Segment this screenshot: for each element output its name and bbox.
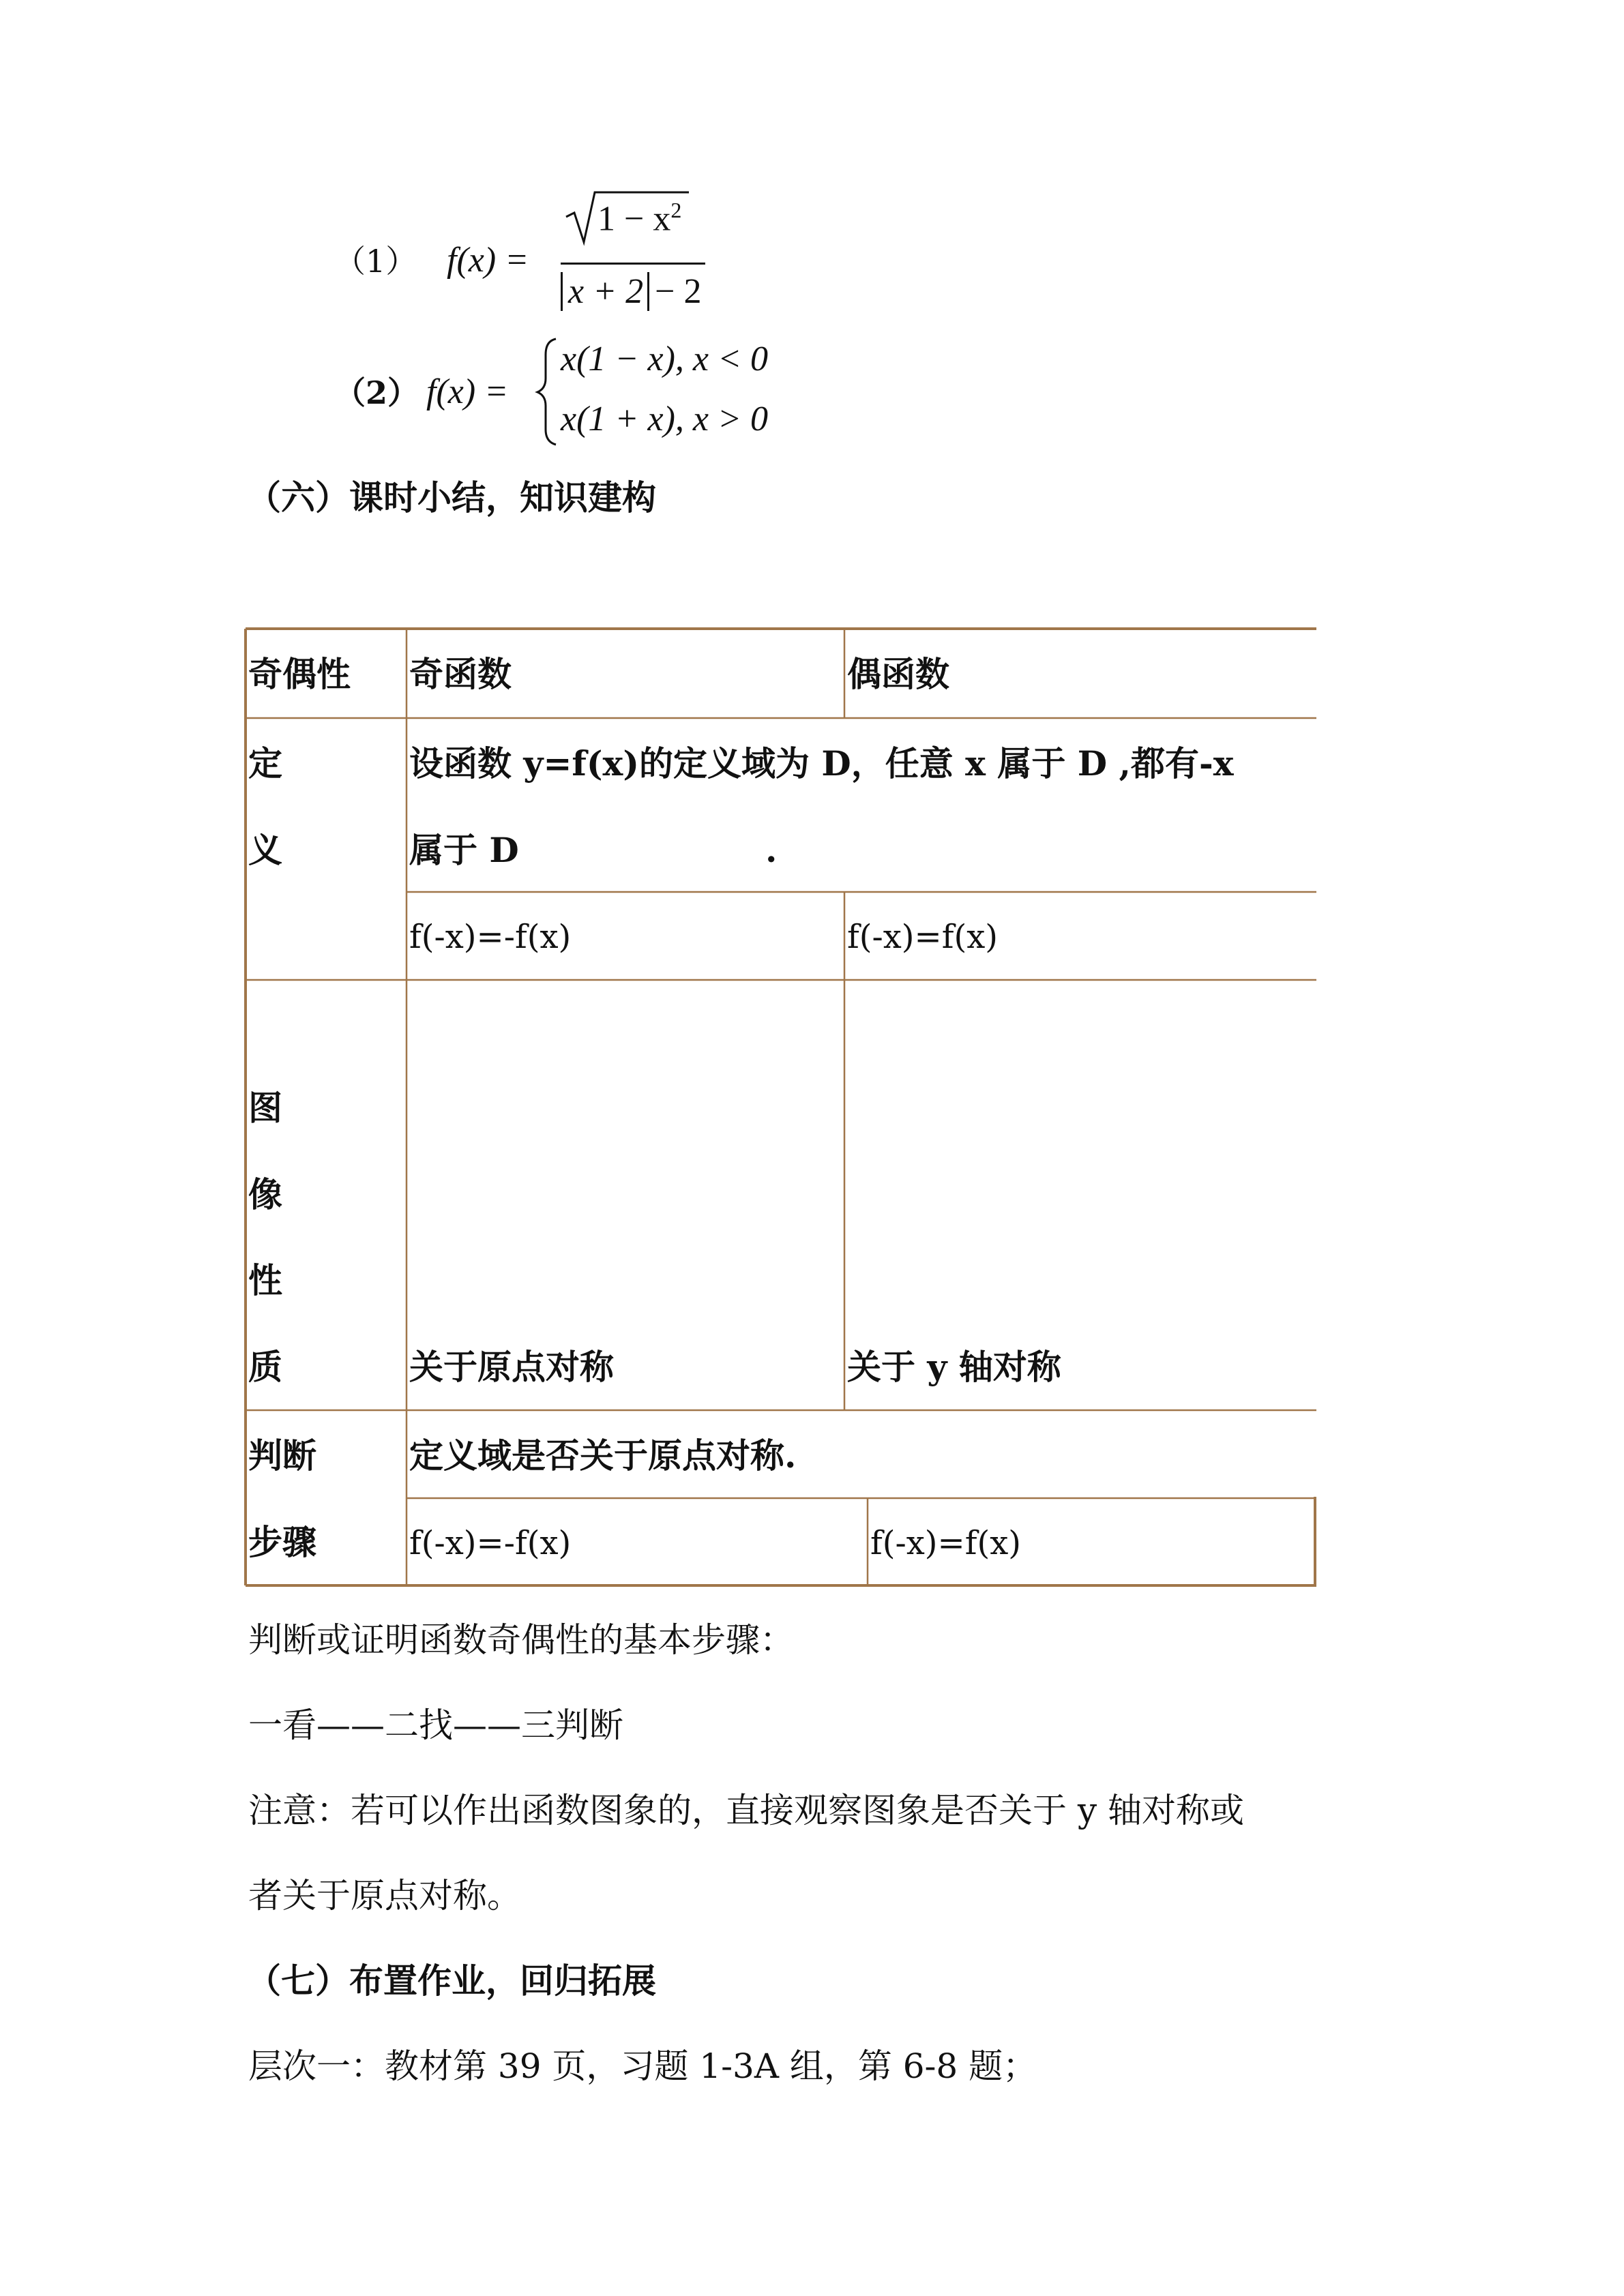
- abs-bar-right: [647, 272, 655, 311]
- even-condition: f(-x)=f(x): [847, 918, 999, 956]
- formula1-lhs-text: f(x) =: [447, 241, 529, 280]
- formula1-denominator-rest: − 2: [655, 272, 702, 311]
- graph-label-1: 图: [248, 1088, 282, 1128]
- formula1-numerator: [597, 198, 681, 239]
- formula1-numerator-exp: 2: [670, 198, 682, 222]
- section-heading-6: （六）课时小结，知识建构: [247, 477, 656, 518]
- formula2-case1-text: x(1 − x), x < 0: [561, 340, 769, 378]
- paragraph-steps-intro: 判断或证明函数奇偶性的基本步骤：: [248, 1620, 794, 1660]
- graph-label-2: 像: [248, 1174, 282, 1214]
- graph-label-4: 质: [248, 1347, 282, 1387]
- even-graph-property: 关于 y 轴对称: [847, 1347, 1061, 1387]
- formula2-case2: [561, 399, 768, 439]
- table-header-parity: 奇偶性: [248, 654, 351, 694]
- judge-label-2: 步骤: [248, 1522, 316, 1562]
- definition-label-2: 义: [248, 830, 282, 870]
- judge-even-condition: f(-x)=f(x): [870, 1524, 1022, 1562]
- formula1-lhs: [447, 240, 529, 280]
- definition-text-line2: 属于 D: [409, 830, 519, 870]
- formula1-numerator-text: 1 − x: [597, 199, 671, 239]
- definition-text-line1: 设函数 y=f(x)的定义域为 D，任意 x 属于 D ,都有-x: [409, 743, 1234, 784]
- judge-step-domain: 定义域是否关于原点对称.: [409, 1435, 797, 1476]
- paragraph-steps: 一看——二找——三判断: [248, 1705, 623, 1745]
- section-heading-7: （七）布置作业，回归拓展: [247, 1960, 656, 2001]
- formula2-lhs: [426, 372, 508, 412]
- definition-label-1: 定: [248, 743, 282, 784]
- formula1-fraction-bar: [561, 263, 705, 265]
- odd-condition: f(-x)=-f(x): [409, 918, 572, 956]
- graph-label-3: 性: [248, 1260, 282, 1300]
- formula1-denominator: [561, 271, 702, 312]
- formula1-denominator-abs: x + 2: [568, 272, 644, 311]
- formula2-case2-text: x(1 + x), x > 0: [561, 400, 769, 438]
- formula2-case1: [561, 339, 768, 379]
- formula1-label: （1）: [334, 243, 417, 280]
- definition-dot: .: [765, 830, 778, 870]
- formula2-lhs-text: f(x) =: [426, 372, 509, 411]
- table-header-even: 偶函数: [847, 654, 949, 694]
- abs-bar-left: [561, 272, 568, 311]
- homework-level-1: 层次一：教材第 39 页，习题 1-3A 组，第 6-8 题；: [248, 2046, 1037, 2086]
- formula2-label: （2）: [334, 374, 419, 411]
- paragraph-note-line1: 注意：若可以作出函数图象的，直接观察图象是否关于 y 轴对称或: [248, 1791, 1245, 1830]
- judge-label-1: 判断: [248, 1435, 316, 1476]
- table-header-odd: 奇函数: [409, 654, 512, 694]
- paragraph-note-line2: 者关于原点对称。: [248, 1876, 521, 1915]
- judge-odd-condition: f(-x)=-f(x): [409, 1524, 572, 1562]
- odd-graph-property: 关于原点对称: [409, 1347, 614, 1387]
